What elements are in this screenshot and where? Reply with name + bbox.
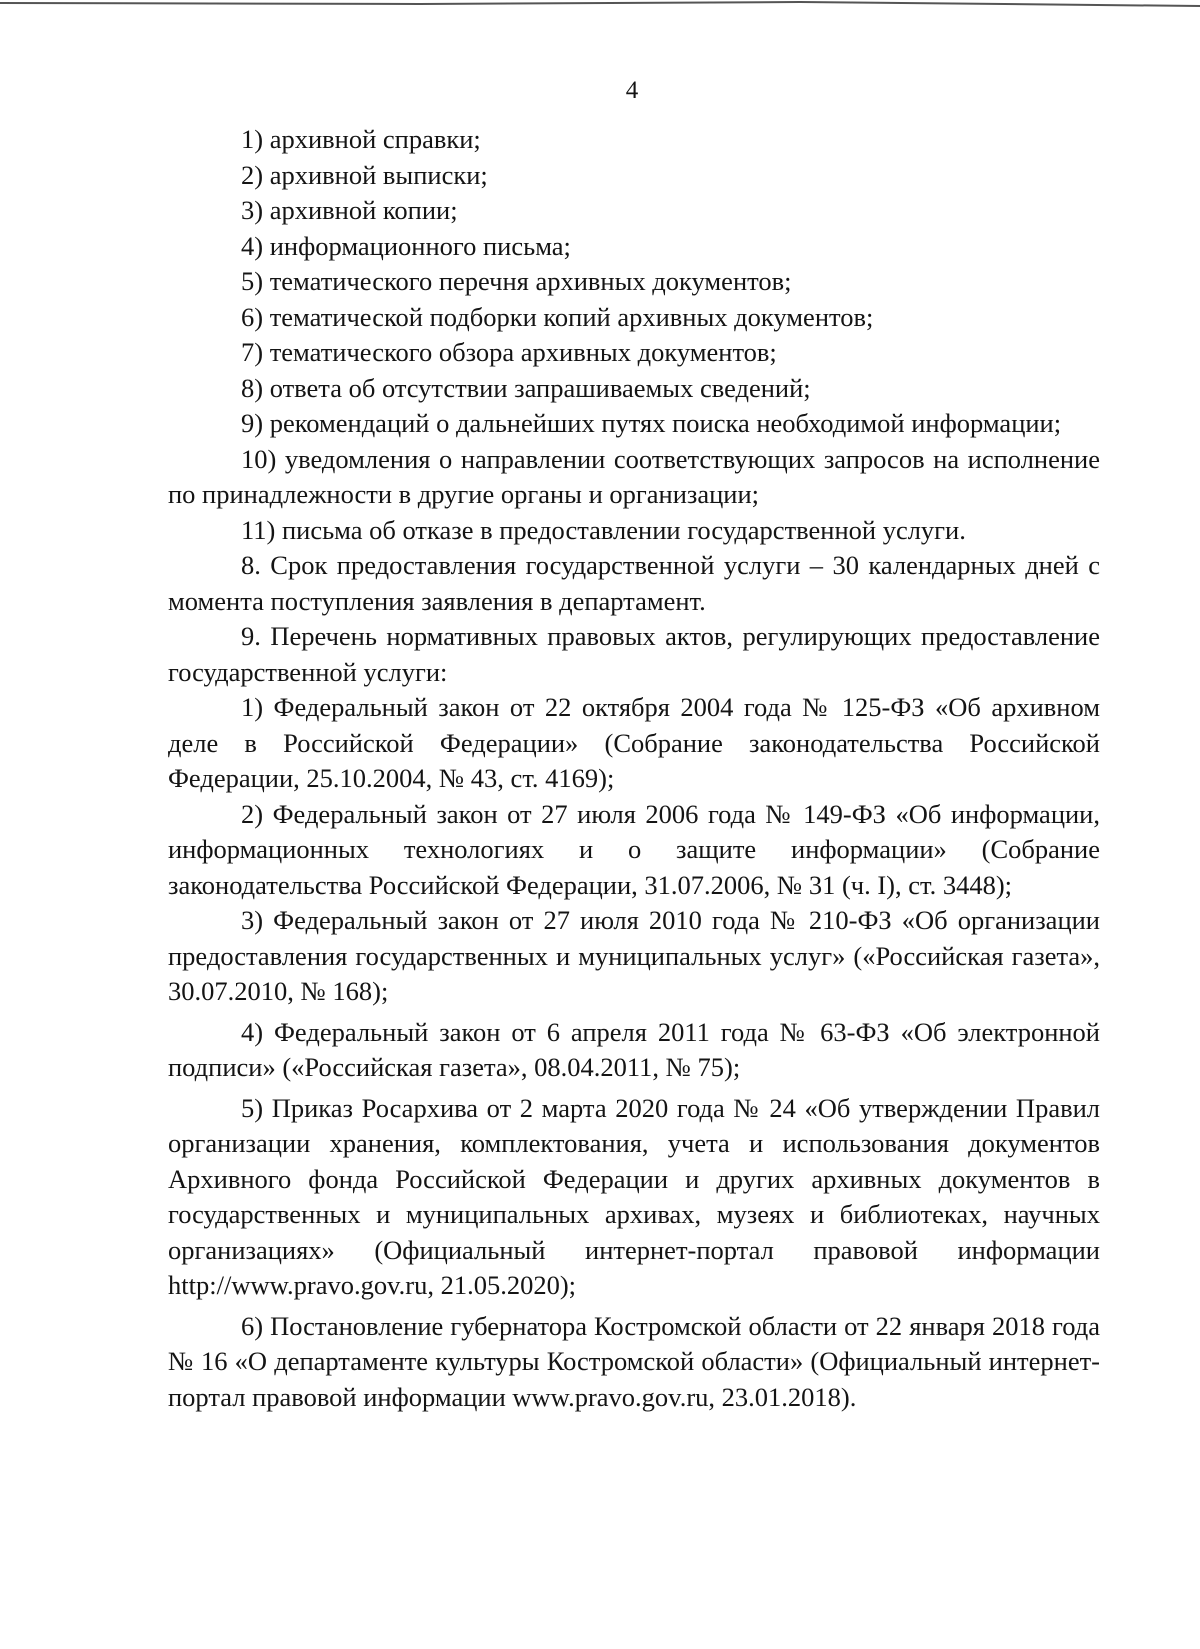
legal-act-3: 3) Федеральный закон от 27 июля 2010 года № 210-ФЗ «Об организации предоставления государственных и муниципальных услуг» («Российская газета», 30.07.2010, № 168); [168,905,1100,1006]
list-item-6: 6) тематической подборки копий архивных документов; [241,301,874,332]
list-item-9: 9) рекомендаций о дальнейших путях поиска необходимой информации; [241,408,1062,438]
page-number: 4 [625,77,639,104]
legal-act-6: 6) Постановление губернатора Костромской области от 22 января 2018 года № 16 «О департаменте культуры Костромской области» (Официальный интернет-портал правовой информации www.pravo.gov.ru, 23.01.2018). [168,1310,1100,1412]
section-9-paragraph: 9. Перечень нормативных правовых актов, регулирующих предоставление государственной услуги: [168,621,1100,687]
document-body [168,122,1100,1415]
list-item-11: 11) письма об отказе в предоставлении государственной услуги. [241,514,966,545]
legal-act-1: 1) Федеральный закон от 22 октября 2004 года № 125-ФЗ «Об архивном деле в Российской Федерации» (Собрание законодательства Российской Федерации, 25.10.2004, № 43, ст. 4169); [168,692,1100,793]
section-8-paragraph: 8. Срок предоставления государственной услуги – 30 календарных дней с момента поступления заявления в департамент. [168,550,1100,616]
list-item-10: 10) уведомления о направлении соответствующих запросов на исполнение по принадлежности в другие органы и организации; [168,443,1100,509]
list-item-2: 2) архивной выписки; [241,159,488,190]
list-item-8: 8) ответа об отсутствии запрашиваемых сведений; [241,372,811,403]
list-item-4: 4) информационного письма; [241,230,571,261]
list-item-3: 3) архивной копии; [241,195,458,225]
list-item-1: 1) архивной справки; [241,124,481,154]
list-item-7: 7) тематического обзора архивных документов; [241,337,777,367]
legal-act-4: 4) Федеральный закон от 6 апреля 2011 года № 63-ФЗ «Об электронной подписи» («Российская газета», 08.04.2011, № 75); [168,1016,1100,1082]
scan-edge-line [0,0,1200,8]
legal-act-2: 2) Федеральный закон от 27 июля 2006 года № 149-ФЗ «Об информации, информационных технологиях и о защите информации» (Собрание законодательства Российской Федерации, 31.07.2006, № 31 (ч. I), ст. 3448); [168,798,1100,900]
legal-act-5: 5) Приказ Росархива от 2 марта 2020 года № 24 «Об утверждении Правил организации хранения, комплектования, учета и использования документов Архивного фонда Российской Федерации и других архивных документов в государственных и муниципальных архивах, музеях и библиотеках, научных организациях» (Официальный интернет-портал правовой информации http://www.pravo.gov.ru, 21.05.2020); [168,1092,1100,1300]
list-item-5: 5) тематического перечня архивных документов; [241,266,792,296]
